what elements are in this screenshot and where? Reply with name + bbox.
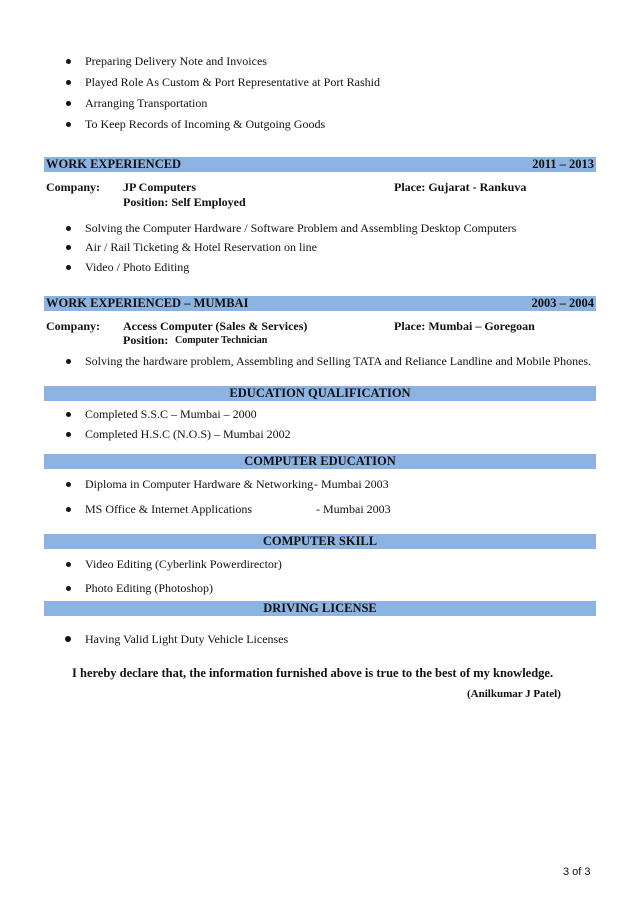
section-header-driving-license bbox=[44, 601, 596, 616]
company-label: Company: bbox=[46, 180, 101, 194]
bullet-icon bbox=[66, 412, 71, 417]
section-years: 2003 – 2004 bbox=[531, 296, 594, 310]
bullet-icon bbox=[66, 507, 71, 512]
section-title: COMPUTER SKILL bbox=[262, 534, 378, 548]
company-name: JP Computers bbox=[123, 180, 196, 194]
declaration: I hereby declare that, the information furnished above is true to the best of my knowledge. bbox=[72, 666, 554, 680]
bullet-icon bbox=[66, 59, 71, 64]
section-header-work-1 bbox=[44, 157, 596, 172]
bullet-icon bbox=[66, 226, 71, 231]
section-title: COMPUTER EDUCATION bbox=[244, 454, 396, 468]
company-name: Access Computer (Sales & Services) bbox=[123, 319, 308, 333]
section-title: WORK EXPERIENCED bbox=[46, 157, 182, 171]
place: Place: Gujarat - Rankuva bbox=[394, 180, 527, 194]
bullet-icon bbox=[66, 122, 71, 127]
signature: (Anilkumar J Patel) bbox=[467, 688, 561, 700]
position-label: Position: bbox=[123, 333, 169, 347]
section-title: EDUCATION QUALIFICATION bbox=[229, 386, 411, 400]
position: Position: Self Employed bbox=[123, 195, 246, 209]
bullet-icon bbox=[66, 359, 71, 364]
bullet-icon bbox=[66, 80, 71, 85]
page-number: 3 of 3 bbox=[563, 866, 591, 878]
section-header-computer-skill bbox=[44, 534, 596, 549]
bullet-icon bbox=[65, 636, 71, 642]
bullet-icon bbox=[66, 101, 71, 106]
bullet-icon bbox=[66, 482, 71, 487]
section-header-education bbox=[44, 386, 596, 401]
section-years: 2011 – 2013 bbox=[532, 157, 594, 171]
place-year: - Mumbai 2003 bbox=[314, 477, 389, 491]
bullet-icon bbox=[66, 586, 71, 591]
bullet-icon bbox=[66, 562, 71, 567]
company-label: Company: bbox=[46, 319, 101, 333]
section-title: DRIVING LICENSE bbox=[263, 601, 377, 615]
section-header-computer-education bbox=[44, 454, 596, 469]
bullet-icon bbox=[66, 432, 71, 437]
place-year: - Mumbai 2003 bbox=[316, 502, 391, 516]
section-header-work-2 bbox=[44, 296, 596, 311]
section-title: WORK EXPERIENCED – MUMBAI bbox=[46, 296, 249, 310]
bullet-icon bbox=[66, 245, 71, 250]
bullet-icon bbox=[66, 265, 71, 270]
position-value: Computer Technician bbox=[175, 335, 268, 346]
place: Place: Mumbai – Goregoan bbox=[394, 319, 535, 333]
